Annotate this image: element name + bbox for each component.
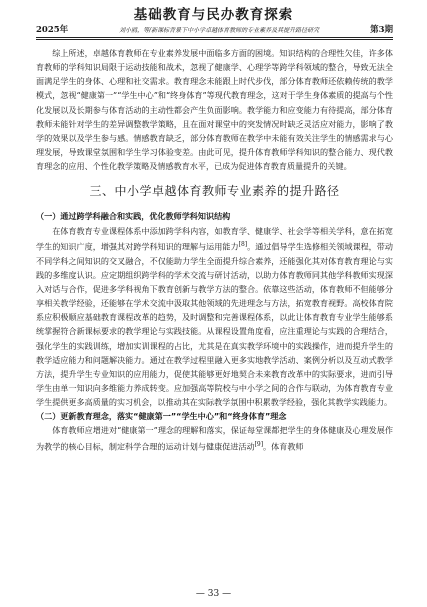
subheading-1: （一）通过跨学科融合和实践，优化教师学科知识结构 [36, 211, 231, 222]
paragraph-1-text-b: 。通过倡导学生选修相关领域课程，带动不同学科之间知识的交叉融合，不仅能助力学生全面提升综合素养，还能强化其对体育教育理论与实践的多维度认识。应定期组织跨学科的学术交流与研讨活动，以助力体育教师同其他学科教师实现深入对话与合作，促进多学科视角下教育创新与教学方法的整合。依靠这些活动，体育教师不但能够分享相关教学经验，还能够在学术交流中汲取其他领域的先进理念与方法，拓宽教育视野。高校体育院系应积极顺应基础教育课程改革的趋势，及时调整和完善课程体系，以此让体育教育专业学生能够系统掌握符合新课标要求的教学理论与实践技能。从课程设置角度看，应注重理论与实践的合理结合，强化学生的实践训练，增加实训课程的占比，尤其是在真实教学环境中的实践操作，进而提升学生的教学适应能力和问题解决能力。通过在教学过程里融入更多实地教学活动、案例分析以及互动式教学方法，提升学生专业知识的应用能力，促使其能够更好地契合未来教育改革中的实际要求，进而引导学生由单一知识向多维能力养成转变。应加强高等院校与中小学之间的合作与联动，为体育教育专业学生提供更多高质量的实习机会，以推动其在实际教学氛围中积累教学经验，强化其教学实践能力。 [36, 241, 393, 408]
journal-title: 基础教育与民办教育探索 [133, 7, 294, 23]
paragraph-1 [36, 224, 393, 410]
citation-8: [8] [238, 240, 248, 248]
page-body [36, 46, 393, 583]
paragraph-1-text-a: 在体育教育专业课程体系中添加跨学科内容，如教育学、健康学、社会学等相关学科，意在拓宽学生的知识广度，增强其对跨学科知识的理解与运用能力 [36, 225, 393, 252]
page-number: — 33 — [195, 589, 232, 599]
paragraph-2 [36, 423, 393, 453]
running-header [36, 23, 393, 35]
header-rule-bottom [36, 39, 393, 40]
header-year: 2025年 [36, 25, 69, 35]
header-rule-top [36, 37, 393, 38]
citation-9: [9] [254, 440, 264, 448]
subheading-2: （二）更新教育理念，落实“健康第一”“学生中心”和“终身体育”理念 [36, 411, 287, 422]
section-title: 三、中小学卓越体育教师专业素养的提升路径 [89, 184, 340, 199]
paragraph-intro: 综上所述，卓越体育教师在专业素养发展中面临多方面的困境。知识结构的合理性欠佳，许多体育教师的学科知识局限于运动技能和战术，忽视了健康学、心理学等跨学科领域的整合，导致无法全面满足学生的身体、心理和社交需求。教育理念未能跟上时代步伐，部分体育教师还依赖传统的教学模式，忽视“健康第一”“学生中心”和“终身体育”等现代教育理念，这对于学生身体素质的提高与个性化发展以及长期参与体育活动的主动性都会产生负面影响。教学能力和应变能力有待提高，部分体育教师未能针对学生的差异调整教学策略，且在面对课堂中的突发情况时缺乏灵活应对能力，影响了教学的效果以及学生参与感。情感教育缺乏，部分体育教师在教学中未能有效关注学生的情感需求与心理发展，导致课堂氛围和学生学习体验变差。由此可见，提升体育教师学科知识的整合能力、现代教育理念的应用、个性化教学策略及情感教育水平，已成为促进体育教育质量提升的关键。 [36, 48, 393, 172]
header-running-title: 刘小鸥，等/新课标背景下中小学卓越体育教师的专业素养及其提升路径研究 [119, 27, 320, 34]
paragraph-2-text-a: 体育教师应增进对“健康第一”理念的理解和落实，保证每堂课都把学生的身体健康及心理发展作为教学的核心目标，制定科学合理的运动计划与健康促进活动 [36, 425, 393, 452]
paragraph-2-text-b: 。体育教师 [263, 441, 304, 452]
header-issue: 第3期 [370, 25, 393, 35]
